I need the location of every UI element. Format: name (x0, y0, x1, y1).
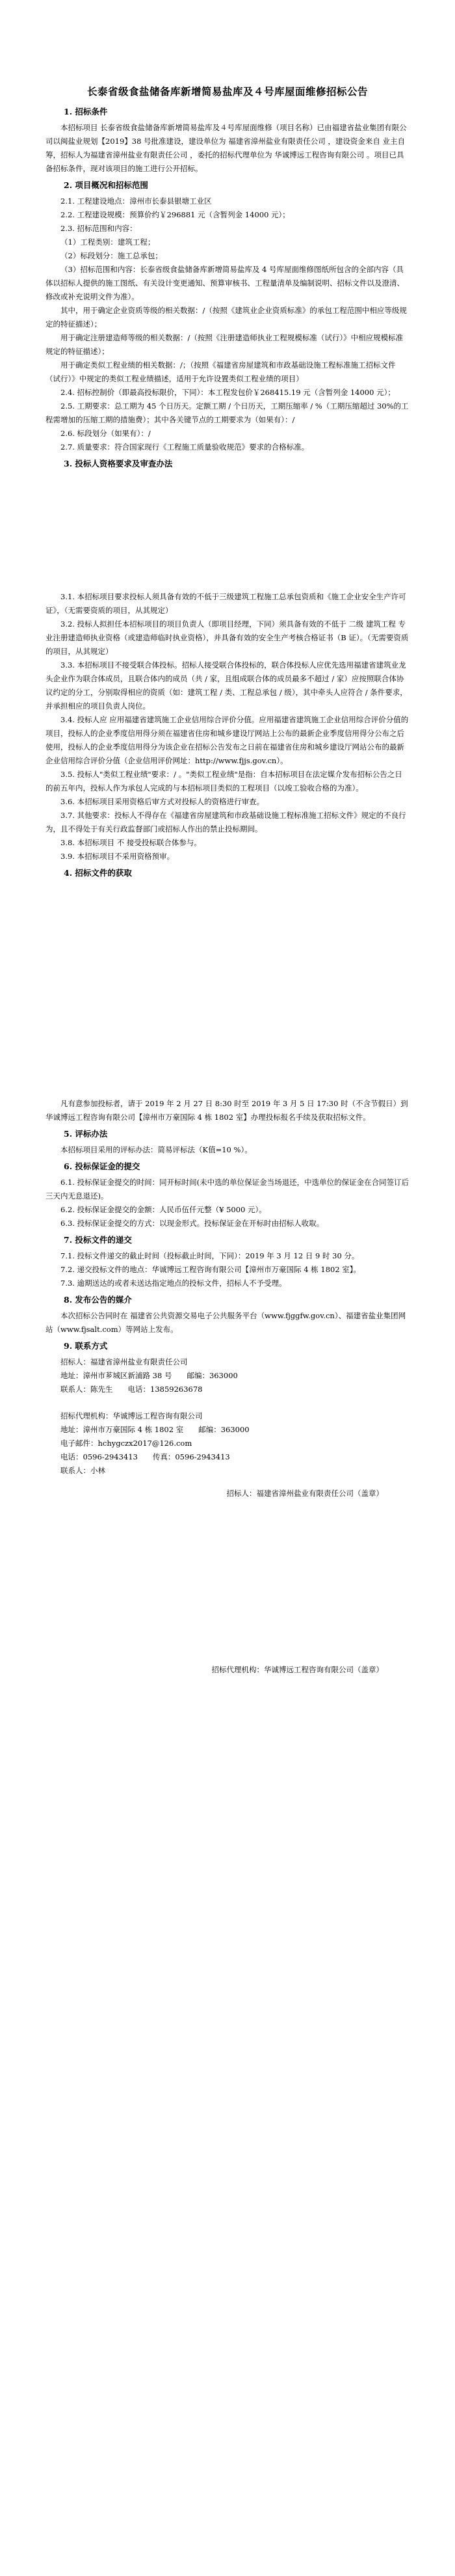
blank-gap (46, 473, 410, 590)
section-6-line: 6.2. 投标保证金提交的金额：人民币伍仟元整（¥ 5000 元）。 (60, 1205, 266, 1214)
section-2-line: 2.4. 招标控制价（即最高投标限价，下同）：本工程发包价￥268415.19 元（含暂列金 14000 元）； (60, 388, 395, 397)
section-7-heading: 7. 投标文件的递交 (64, 1235, 132, 1245)
section-1-heading: 1. 招标条件 (64, 107, 108, 116)
section-2-line: 2.1. 工程建设地点：漳州市长泰县银塘工业区 (60, 197, 212, 206)
section-6-line: 6.3. 投标保证金提交的方式：以现金形式。投标保证金在开标时由招标人收取。 (60, 1219, 324, 1228)
section-3-line: 3.5. 投标人"类似工程业绩"要求：/ 。"类似工程业绩"是指：自本招标项目在法定媒介发布招标公告之日的前五年内，投标人作为承包人完成的与本招标项目类似的工程项目（以竣工验收合格的为准）。 (46, 770, 402, 793)
section-5-line: 本招标项目采用的评标办法：简易评标法（K值=10 %）。 (60, 1145, 252, 1154)
contact-line: 地址：漳州市芗城区新浦路 38 号 邮编：363000 (60, 1371, 238, 1380)
agent-signature: 招标代理机构：华诚博远工程咨询有限公司（盖章） (211, 1665, 384, 1674)
blank-gap (46, 882, 410, 1097)
contact-line: 联系人：小林 (60, 1466, 105, 1475)
blank-gap (46, 1500, 410, 1663)
section-2-line: 2.6. 标段划分（如果有）：/ (60, 429, 151, 438)
contact-line: 电子邮件：hchygczx2017@126.com (60, 1439, 192, 1448)
section-5-heading: 5. 评标办法 (64, 1129, 108, 1139)
section-2-line: 其中，用于确定企业资质等级的相关数据：/（按照《建筑业企业资质标准》的承包工程范围中相应等级规定的特征描述）； (46, 306, 407, 329)
section-3-line: 3.4. 投标人应 应用福建省建筑施工企业信用综合评价分值。应用福建省建筑施工企业信用综合评价分值的项目，投标人的企业季度信用得分须在福建省住房和城乡建设厅网站上公布的最新企业季度信用得分公布之后使用，投标人的企业季度信用得分为该企业在招标公告发布之日前在福建省住房和城乡建设厅网站公布的最新企业信用综合评价分值（企业信用评价网址：http://www.fjjs.gov.cn）。 (46, 715, 409, 765)
section-2-line: 用于确定注册建造师等级的相关数据：/（按照《注册建造师执业工程规模标准（试行）》中相应规模标准规定的特征描述）； (46, 333, 404, 356)
section-3-line: 3.7. 其他要求：投标人不得存在《福建省房屋建筑和市政基础设施工程标准施工招标文件》规定的不良行为，且不得处于有关行政监督部门或招标人作出的禁止投标期间。 (46, 811, 406, 834)
section-2-line: （2）标段划分：施工总承包； (60, 251, 162, 260)
section-3-heading: 3. 投标人资格要求及审查办法 (64, 459, 173, 468)
section-7-line: 7.1. 投标文件递交的截止时间（投标截止时间，下同）：2019 年 3 月 12 日 9 时 30 分。 (60, 1251, 359, 1260)
contact-line: 联系人：陈先生 电话：13859263678 (60, 1385, 203, 1394)
section-2-line: 2.3. 招标范围和内容： (60, 224, 137, 233)
section-9-heading: 9. 联系方式 (64, 1341, 108, 1351)
tenderer-signature: 招标人：福建省漳州盐业有限责任公司（盖章） (226, 1489, 384, 1498)
section-3-line: 3.2. 投标人拟担任本招标项目的项目负责人（即项目经理，下同）须具备有效的不低于 二级 建筑工程 专业注册建造师执业资格（或建造师临时执业资格），并具备有效的安全生产考核合格证书（B 证）。（无需要资质的项目，从其规定） (46, 619, 409, 656)
section-2-heading: 2. 项目概况和招标范围 (64, 180, 148, 190)
section-3-line: 3.8. 本招标项目 不 接受投标联合体参与。 (60, 838, 202, 847)
section-1-paragraph: 本招标项目 长泰省级食盐储备库新增简易盐库及４号库屋面维修（项目名称）已由福建省盐业集团有限公司以闽盐业规划【2019】38 号批准建设，建设单位为 福建省漳州盐业有限责任公司 ，建设资金来自 业主自筹，招标人为福建省漳州盐业有限责任公司 ，委托的招标代理单位为 华诚博远工程咨询有限公司 。项目已具备招标条件，现对该项目的施工进行公开招标。 (46, 123, 407, 173)
section-2-line: （1）工程类别：建筑工程； (60, 237, 155, 247)
section-7-line: 7.3. 逾期送达的或者未送达指定地点的投标文件，招标人不予受理。 (60, 1279, 287, 1288)
contact-line: 地址：漳州市万豪国际 4 栋 1802 室 邮编：363000 (60, 1425, 250, 1434)
section-2-line: 2.2. 工程建设规模：预算价约￥296881 元（含暂列金 14000 元）； (60, 210, 290, 219)
section-8-heading: 8. 发布公告的媒介 (64, 1295, 132, 1305)
section-7-line: 7.2. 递交投标文件的地点：华诚博远工程咨询有限公司【漳州市万豪国际 4 栋 1802 室】。 (60, 1265, 361, 1274)
section-3-line: 3.3. 本招标项目不接受联合体投标。招标人接受联合体投标的，联合体投标人应优先选用福建省建筑业龙头企业作为联合体成员，且联合体内的成员（共 / 家，且组成联合体的成员最多不超过 / 家）应按照联合体协议约定的分工，分别取得相应的资质（如：建筑工程 / 类、工程总承包 / 级），其中牵头人应符合 / 条件要求，并承担相应的项目负责人岗位。 (46, 660, 408, 711)
page-title: 长泰省级食盐储备库新增简易盐库及４号库屋面维修招标公告 (86, 85, 368, 98)
section-3-line: 3.9. 本招标项目不采用资格预审。 (60, 852, 175, 861)
section-6-line: 6.1. 投标保证金提交的时间：同开标时间(未中选的单位保证金当场退还，中选单位的保证金在合同签订后三天内无息退还)。 (46, 1178, 410, 1200)
contact-line: 招标人：福建省漳州盐业有限责任公司 (60, 1357, 188, 1366)
section-3-line: 3.1. 本招标项目要求投标人须具备有效的不低于三级建筑工程施工总承包资质和《施工企业安全生产许可证》，（无需要资质的项目，从其规定） (46, 592, 406, 615)
section-3-line: 3.6. 本招标项目采用资格后审方式对投标人的资格进行审查。 (60, 797, 265, 806)
contact-line: 招标代理机构：华诚博远工程咨询有限公司 (60, 1411, 203, 1420)
section-6-heading: 6. 投标保证金的提交 (64, 1161, 140, 1171)
blank-gap (46, 1478, 410, 1487)
section-8-line: 本次招标公告同时在 福建省公共资源交易电子公共服务平台（www.fjggfw.gov.cn）、福建省盐业集团网站（www.fjsalt.com）等网站上发布。 (46, 1311, 406, 1334)
notice-content (46, 85, 410, 1677)
blank-gap (46, 1396, 410, 1409)
section-2-line: 用于确定类似工程业绩的相关数据：/；（按照《福建省房屋建筑和市政基础设施工程标准施工招标文件（试行）》中规定的类似工程业绩描述，适用于允许设置类似工程业绩的项目） (46, 360, 396, 383)
contact-line: 电话：0596-2943413 传真：0596-2943413 (60, 1452, 230, 1461)
section-4-line: 凡有意参加投标者，请于 2019 年 2 月 27 日 8:30 时至 2019 年 3 月 5 日 17:30 时（不含节假日）到华诚博远工程咨询有限公司【漳州市万豪国际 4 栋 1802 室】办理投标报名手续及获取招标文件。 (46, 1099, 408, 1122)
section-2-line: （3）招标范围和内容：长泰省级食盐储备库新增简易盐库及 4 号库屋面维修图纸所包含的全部内容（具体以招标人提供的施工图纸、有关设计变更通知、预算审核书、工程量清单及编制说明、招标文件以及澄清、修改或补充说明文件为准）。 (46, 265, 404, 301)
section-2-line: 2.5. 工期要求：总工期为 45 个日历天。定额工期 / 个日历天，工期压缩率 / %（工期压缩超过 30%的工程需增加的压缩工期的措施费）；其中各关键节点的工期要求为（如果有）：/ (46, 401, 409, 424)
section-4-heading: 4. 招标文件的获取 (64, 868, 132, 878)
section-2-line: 2.7. 质量要求：符合国家现行《工程施工质量验收规范》要求的合格标准。 (60, 442, 309, 452)
